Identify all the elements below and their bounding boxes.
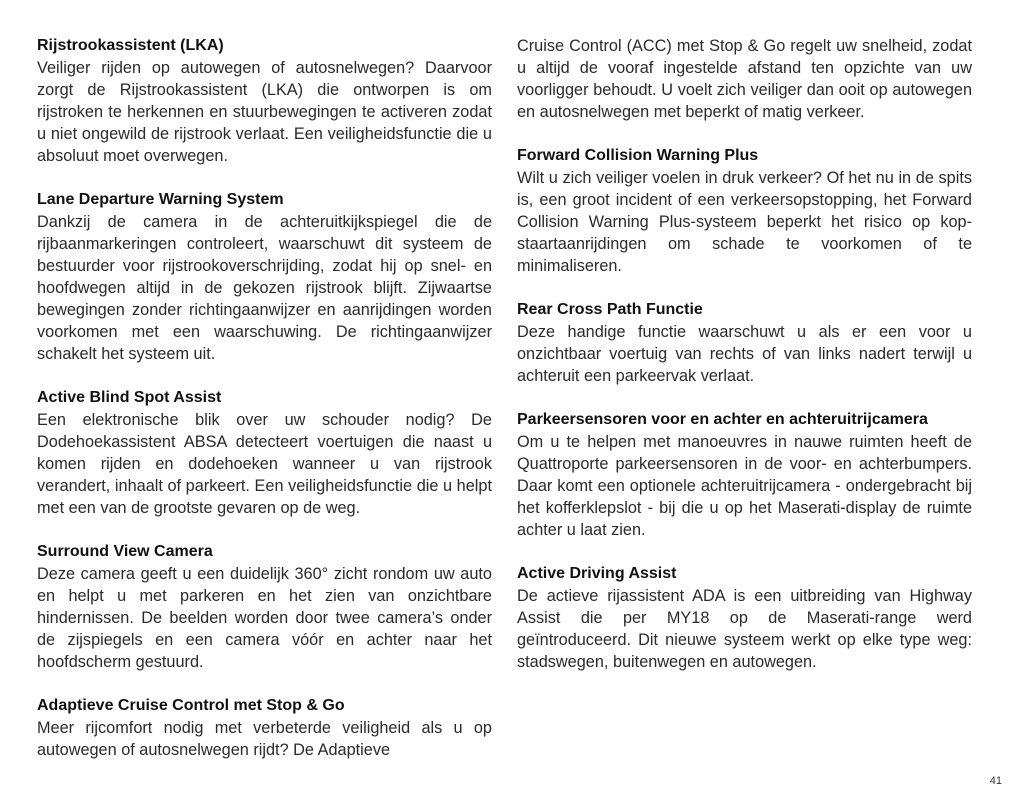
section-forward-collision <box>517 145 972 277</box>
section-heading: Lane Departure Warning System <box>37 191 284 208</box>
left-column <box>37 35 492 783</box>
section-acc <box>37 695 492 761</box>
right-column <box>517 35 972 695</box>
section-parking-sensors <box>517 409 972 541</box>
section-body: Een elektronische blik over uw schouder nodig? De Dodehoekassistent ABSA detecteert voertuigen die naast u komen rijden en dodehoeken wanneer u van rijstrook verandert, inhaalt of parkeert. Een veiligheidsfunctie die u helpt met een van de grootste gevaren op de weg. <box>37 411 492 517</box>
section-heading: Surround View Camera <box>37 543 213 560</box>
section-heading: Active Driving Assist <box>517 565 677 582</box>
section-heading: Forward Collision Warning Plus <box>517 147 759 164</box>
section-body: Dankzij de camera in de achteruitkijkspiegel die de rijbaanmarkeringen controleert, waarschuwt dit systeem de bestuurder voor rijstrookoverschrijding, zodat hij op snel- en hoofdwegen altijd in de gekozen rijstrook blijft. Zijwaartse bewegingen zonder richtingaanwijzer en aanrijdingen worden voorkomen met een waarschuwing. De richtingaanwijzer schakelt het systeem uit. <box>37 213 492 363</box>
section-heading: Parkeersensoren voor en achter en achteruitrijcamera <box>517 411 928 428</box>
section-rear-cross-path <box>517 299 972 387</box>
section-heading: Active Blind Spot Assist <box>37 389 222 406</box>
section-body: De actieve rijassistent ADA is een uitbreiding van Highway Assist die per MY18 op de Maserati-range werd geïntroduceerd. Dit nieuwe systeem werkt op elke type weg: stadswegen, buitenwegen en autowegen. <box>517 587 972 671</box>
section-blind-spot <box>37 387 492 519</box>
section-heading: Rijstrookassistent (LKA) <box>37 37 224 54</box>
section-body: Veiliger rijden op autowegen of autosnelwegen? Daarvoor zorgt de Rijstrookassistent (LKA) die ontworpen is om rijstroken te herkennen en stuurbewegingen te activeren zodat u niet ongewild de rijstrook verlaat. Een veiligheidsfunctie die u absoluut moet overwegen. <box>37 59 492 165</box>
section-body: Om u te helpen met manoeuvres in nauwe ruimten heeft de Quattroporte parkeersensoren in de voor- en achterbumpers. Daar komt een optionele achteruitrijcamera - ondergebracht bij het kofferklepslot - bij die u op het Maserati-display de ruimte achter u laat zien. <box>517 433 972 539</box>
section-body: Meer rijcomfort nodig met verbeterde veiligheid als u op autowegen of autosnelwegen rijdt? De Adaptieve <box>37 719 492 759</box>
section-heading: Adaptieve Cruise Control met Stop & Go <box>37 697 345 714</box>
section-body: Wilt u zich veiliger voelen in druk verkeer? Of het nu in de spits is, een groot incident of een verkeersopstopping, het Forward Collision Warning Plus-systeem beperkt het risico op kop-staartaanrijdingen om schade te voorkomen of te minimaliseren. <box>517 169 972 275</box>
section-body: Deze camera geeft u een duidelijk 360° zicht rondom uw auto en helpt u met parkeren en het zien van onzichtbare hindernissen. De beelden worden door twee camera’s onder de zijspiegels en een camera vóór en achter naar het hoofdscherm gestuurd. <box>37 565 492 671</box>
section-body: Cruise Control (ACC) met Stop & Go regelt uw snelheid, zodat u altijd de vooraf ingestelde afstand ten opzichte van uw voorligger behoudt. U voelt zich veiliger dan ooit op autowegen en autosnelwegen met beperkt of matig verkeer. <box>517 37 972 121</box>
section-acc-continued <box>517 35 972 123</box>
page-number: 41 <box>989 775 1002 787</box>
section-active-driving-assist <box>517 563 972 673</box>
section-heading: Rear Cross Path Functie <box>517 301 703 318</box>
section-body: Deze handige functie waarschuwt u als er een voor u onzichtbaar voertuig van rechts of van links nadert terwijl u achteruit een parkeervak verlaat. <box>517 323 972 385</box>
section-surround-view <box>37 541 492 673</box>
section-lka <box>37 35 492 167</box>
section-lane-departure <box>37 189 492 365</box>
